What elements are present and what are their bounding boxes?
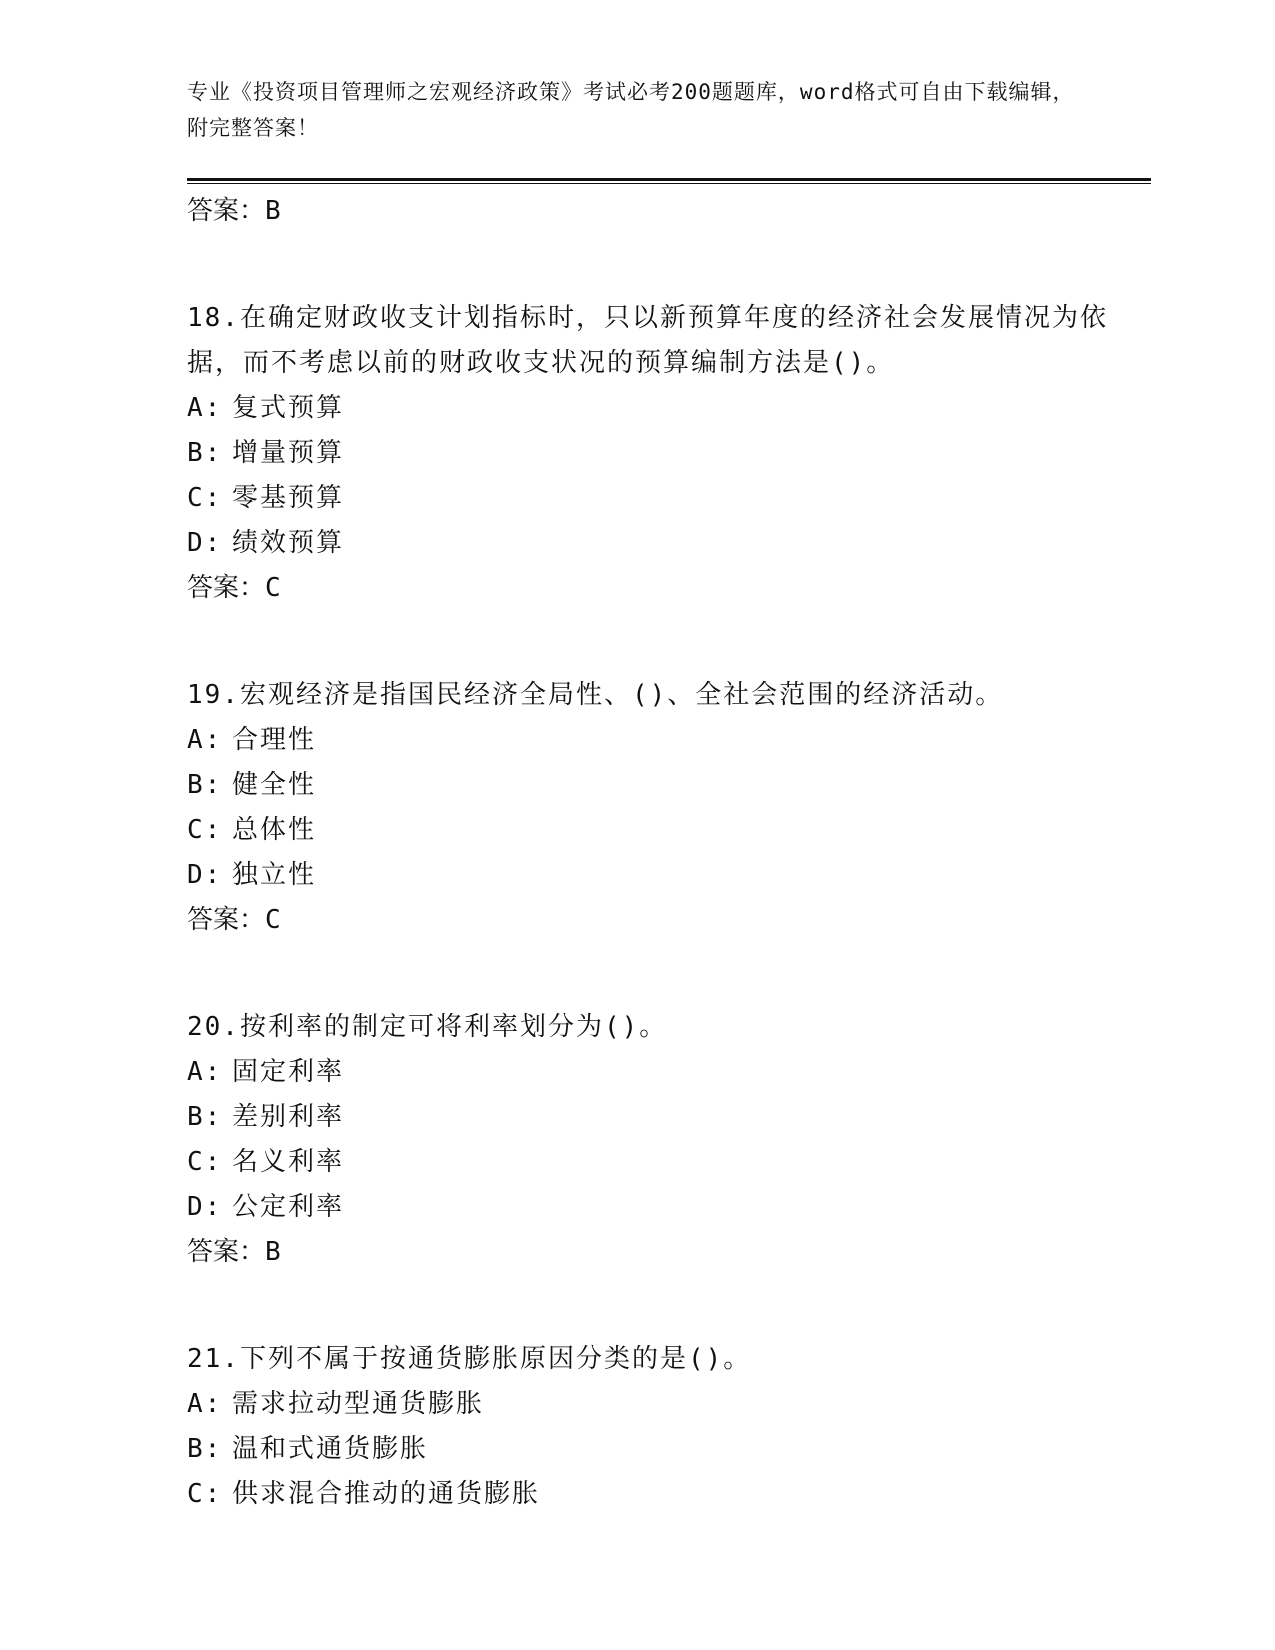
option-b — [187, 1427, 1117, 1472]
option-text: 供求混合推动的通货膨胀 — [232, 1479, 541, 1509]
option-text: 固定利率 — [232, 1057, 345, 1087]
answer-line: 答案：B — [187, 196, 281, 226]
option-letter: C: — [187, 1479, 223, 1509]
document-header: 专业《投资项目管理师之宏观经济政策》考试必考200题题库，word格式可自由下载编辑，附完整答案！ — [187, 80, 1075, 140]
option-a — [187, 718, 1117, 763]
question-21 — [187, 1337, 1117, 1517]
option-text: 独立性 — [232, 860, 317, 890]
option-letter: C: — [187, 483, 223, 513]
option-letter: A: — [187, 1389, 223, 1419]
option-b — [187, 1095, 1117, 1140]
question-stem: 18.在确定财政收支计划指标时，只以新预算年度的经济社会发展情况为依据，而不考虑以前的财政收支状况的预算编制方法是()。 — [187, 303, 1108, 378]
option-text: 总体性 — [232, 815, 317, 845]
option-a — [187, 386, 1117, 431]
option-letter: D: — [187, 528, 223, 558]
option-letter: A: — [187, 725, 223, 755]
option-c — [187, 808, 1117, 853]
option-letter: C: — [187, 815, 223, 845]
answer-line: 答案：C — [187, 905, 281, 935]
option-letter: A: — [187, 1057, 223, 1087]
option-text: 绩效预算 — [232, 528, 345, 558]
option-text: 零基预算 — [232, 483, 345, 513]
option-text: 差别利率 — [232, 1102, 345, 1132]
header-divider-thick — [187, 178, 1151, 181]
question-stem: 19.宏观经济是指国民经济全局性、()、全社会范围的经济活动。 — [187, 680, 1004, 710]
question-18 — [187, 296, 1117, 609]
answer-line: 答案：B — [187, 1237, 281, 1267]
option-d — [187, 521, 1117, 566]
question-19 — [187, 673, 1117, 941]
option-text: 公定利率 — [232, 1192, 345, 1222]
option-letter: B: — [187, 438, 223, 468]
option-letter: D: — [187, 860, 223, 890]
header-divider-thin — [187, 183, 1151, 184]
option-c — [187, 1140, 1117, 1185]
option-text: 复式预算 — [232, 393, 345, 423]
question-stem: 20.按利率的制定可将利率划分为()。 — [187, 1012, 668, 1042]
option-a — [187, 1050, 1117, 1095]
option-text: 健全性 — [232, 770, 317, 800]
option-d — [187, 853, 1117, 898]
option-b — [187, 431, 1117, 476]
option-letter: C: — [187, 1147, 223, 1177]
option-text: 增量预算 — [232, 438, 345, 468]
option-letter: B: — [187, 1102, 223, 1132]
option-letter: A: — [187, 393, 223, 423]
option-text: 需求拉动型通货膨胀 — [232, 1389, 485, 1419]
answer-line: 答案：C — [187, 573, 281, 603]
option-c — [187, 1472, 1117, 1517]
option-d — [187, 1185, 1117, 1230]
option-text: 合理性 — [232, 725, 317, 755]
option-text: 温和式通货膨胀 — [232, 1434, 429, 1464]
option-a — [187, 1382, 1117, 1427]
option-letter: B: — [187, 1434, 223, 1464]
option-letter: D: — [187, 1192, 223, 1222]
option-b — [187, 763, 1117, 808]
option-letter: B: — [187, 770, 223, 800]
option-c — [187, 476, 1117, 521]
question-20 — [187, 1005, 1117, 1273]
question-stem: 21.下列不属于按通货膨胀原因分类的是()。 — [187, 1344, 752, 1374]
option-text: 名义利率 — [232, 1147, 345, 1177]
question-list — [187, 190, 1117, 1517]
